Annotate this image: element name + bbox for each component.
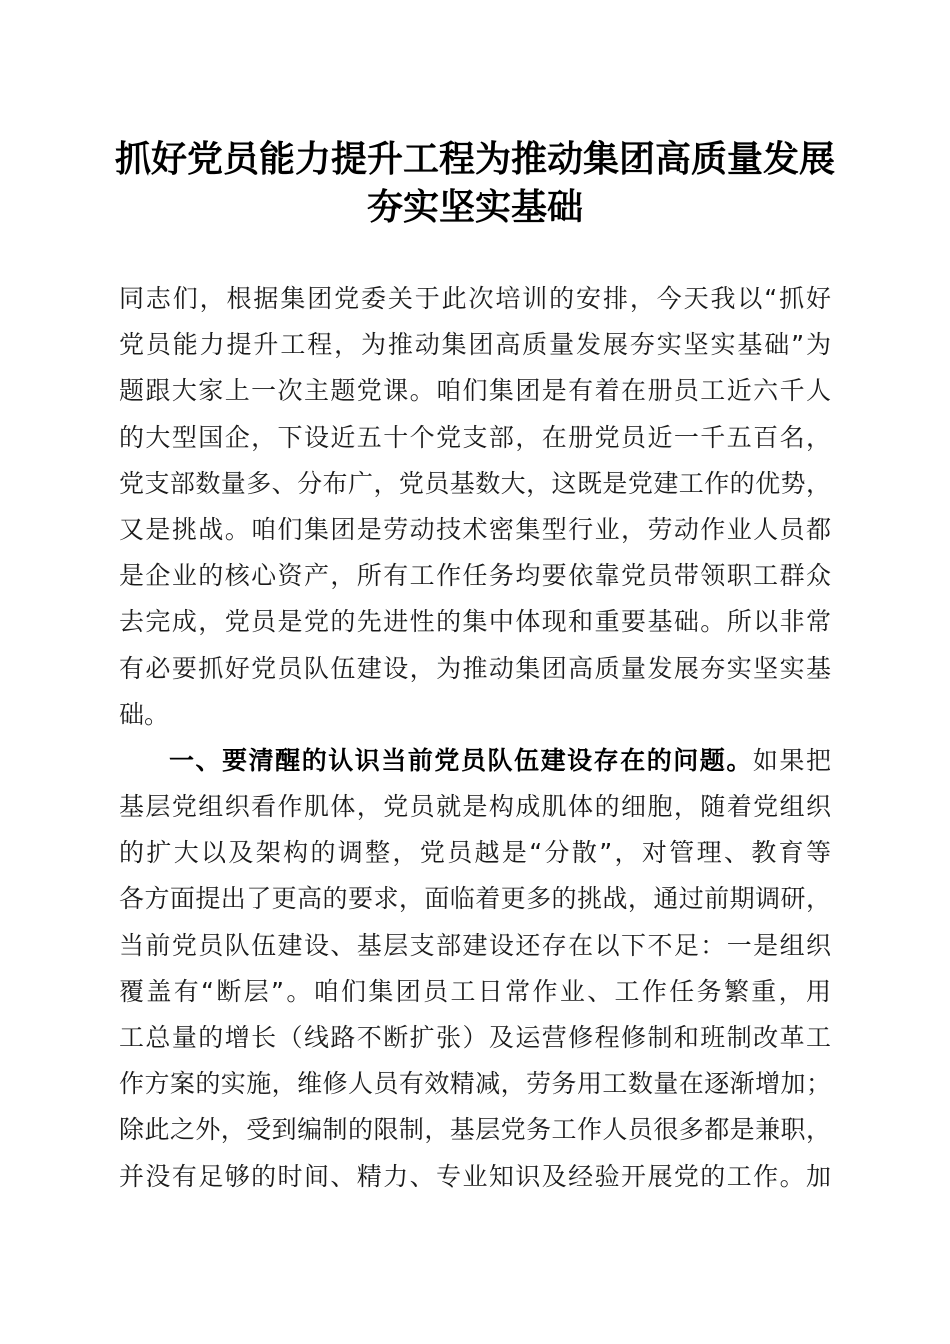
heading-line-rest: 如果把 xyxy=(752,745,831,775)
paragraph-line: 除此之外，受到编制的限制，基层党务工作人员很多都是兼职， xyxy=(119,1115,831,1145)
paragraph-first-line xyxy=(119,738,831,784)
paragraph-line: 覆盖有“断层”。咱们集团员工日常作业、工作任务繁重，用 xyxy=(119,976,831,1006)
paragraph-line: 基层党组织看作肌体，党员就是构成肌体的细胞，随着党组织 xyxy=(119,792,831,822)
paragraph-line: 题跟大家上一次主题党课。咱们集团是有着在册员工近六千人 xyxy=(119,376,831,406)
title-line: 抓好党员能力提升工程为推动集团高质量发展 xyxy=(114,138,835,180)
paragraph-line: 去完成，党员是党的先进性的集中体现和重要基础。所以非常 xyxy=(119,607,831,637)
paragraph-line: 的大型国企，下设近五十个党支部，在册党员近一千五百名， xyxy=(119,422,831,452)
paragraph-line: 各方面提出了更高的要求，面临着更多的挑战，通过前期调研， xyxy=(119,884,831,914)
document-title xyxy=(100,135,850,231)
paragraph-line: 并没有足够的时间、精力、专业知识及经验开展党的工作。加 xyxy=(119,1161,831,1191)
paragraph-line: 党支部数量多、分布广，党员基数大，这既是党建工作的优势， xyxy=(119,468,831,498)
title-line: 夯实坚实基础 xyxy=(366,186,583,228)
paragraph-line: 又是挑战。咱们集团是劳动技术密集型行业，劳动作业人员都 xyxy=(119,514,831,544)
paragraph-line: 础。 xyxy=(119,699,170,729)
paragraph-line: 工总量的增长（线路不断扩张）及运营修程修制和班制改革工 xyxy=(119,1023,831,1052)
paragraph-line: 作方案的实施，维修人员有效精减，劳务用工数量在逐渐增加； xyxy=(119,1069,831,1099)
paragraph-line: 同志们，根据集团党委关于此次培训的安排，今天我以“抓好 xyxy=(119,284,831,313)
paragraph-line: 有必要抓好党员队伍建设，为推动集团高质量发展夯实坚实基 xyxy=(119,653,831,683)
paragraph-line: 是企业的核心资产，所有工作任务均要依靠党员带领职工群众 xyxy=(119,561,831,591)
section-heading: 一、要清醒的认识当前党员队伍建设存在的问题。 xyxy=(169,745,753,775)
paragraph-line: 的扩大以及架构的调整，党员越是“分散”，对管理、教育等 xyxy=(119,838,831,868)
document-body xyxy=(119,276,831,1200)
paragraph-line: 当前党员队伍建设、基层支部建设还存在以下不足：一是组织 xyxy=(119,930,831,960)
paragraph-line: 党员能力提升工程，为推动集团高质量发展夯实坚实基础”为 xyxy=(119,330,831,360)
